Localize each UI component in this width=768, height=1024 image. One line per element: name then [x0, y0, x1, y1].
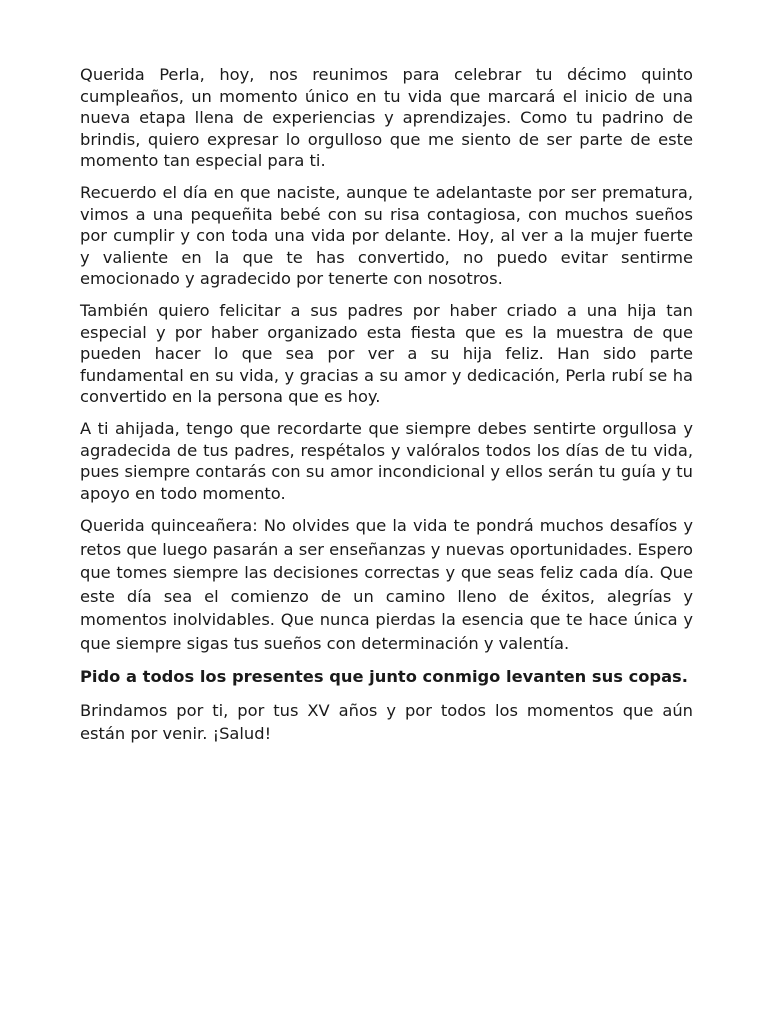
paragraph-1: Querida Perla, hoy, nos reunimos para celebrar tu décimo quinto cumpleaños, un momento único en tu vida que marcará el inicio de una nueva etapa llena de experiencias y aprendizajes. Como tu padrino de brindis, quiero expresar lo orgulloso que me siento de ser parte de este momento tan especial para ti.: [80, 65, 693, 171]
toast-call-bold: Pido a todos los presentes que junto conmigo levanten sus copas.: [80, 667, 688, 687]
paragraph-3: También quiero felicitar a sus padres por haber criado a una hija tan especial y por haber organizado esta fiesta que es la muestra de que pueden hacer lo que sea por ver a su hija feliz. Han sido parte fundamental en su vida, y gracias a su amor y dedicación, Perla rubí se ha convertido en la persona que es hoy.: [80, 300, 693, 407]
paragraph-4: A ti ahijada, tengo que recordarte que siempre debes sentirte orgullosa y agradecida de tus padres, respétalos y valóralos todos los días de tu vida, pues siempre contarás con su amor incondicional y ellos serán tu guía y tu apoyo en todo momento.: [80, 418, 693, 503]
paragraph-5: Querida quinceañera: No olvides que la vida te pondrá muchos desafíos y retos que luego pasarán a ser enseñanzas y nuevas oportunidades. Espero que tomes siempre las decisiones correctas y que seas feliz cada día. Que este día sea el comienzo de un camino lleno de éxitos, alegrías y momentos inolvidables. Que nunca pierdas la esencia que te hace única y que siempre sigas tus sueños con determinación y valentía.: [80, 516, 693, 653]
closing-paragraph: Brindamos por ti, por tus XV años y por todos los momentos que aún están por venir. ¡Salud!: [80, 700, 693, 743]
paragraph-2: Recuerdo el día en que naciste, aunque te adelantaste por ser prematura, vimos a una pequeñita bebé con su risa contagiosa, con muchos sueños por cumplir y con toda una vida por delante. Hoy, al ver a la mujer fuerte y valiente en la que te has convertido, no puedo evitar sentirme emocionado y agradecido por tenerte con nosotros.: [80, 182, 693, 289]
document-page: [80, 64, 693, 755]
